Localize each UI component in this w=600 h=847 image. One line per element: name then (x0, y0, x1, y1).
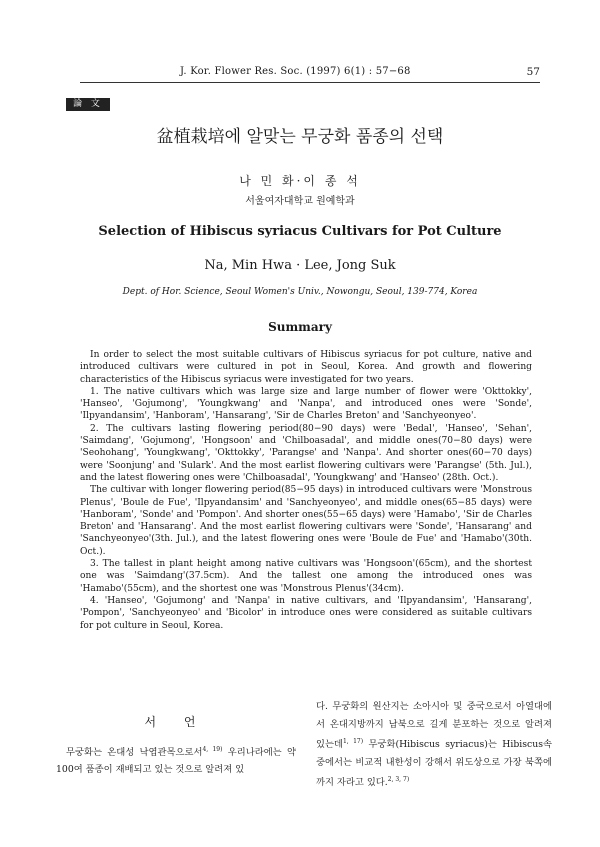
summary-paragraph: 4. 'Hanseo', 'Gojumong' and 'Nanpa' in native cultivars, and 'Ilpyandansim', 'Hansarang', 'Pompon', 'Sanchyeonyeo' and 'Bicolor' in introduce ones were considered as suitable cultivars for pot culture in Seoul, Korea. (80, 595, 532, 631)
summary-heading: Summary (268, 320, 332, 334)
summary-paragraph: In order to select the most suitable cultivars of Hibiscus syriacus for pot culture, native and introduced cultivars were cultured in pot in Seoul, Korea. And growth and flowering characteristics of the Hibiscus syriacus were investigated for two years. (80, 350, 532, 385)
intro-right-text: 다. 무궁화의 원산지는 소아시아 및 중국으로서 아열대에서 온대지방까지 남북으로 길게 분포하는 것으로 알려져 있는데 (316, 701, 552, 751)
page-number: 57 (526, 66, 540, 78)
summary-body (80, 349, 532, 632)
journal-citation: J. Kor. Flower Res. Soc. (1997) 6(1) : 57−68 (180, 66, 411, 77)
summary-paragraph: 3. The tallest in plant height among native cultivars was 'Hongsoon'(65cm), and the shortest one was 'Saimdang'(37.5cm). And the tallest one among the introduced ones was 'Hamabo'(55cm), and the shortest one was 'Monstrous Plenus'(34cm). (80, 559, 532, 594)
english-title: Selection of Hibiscus syriacus Cultivars for Pot Culture (98, 224, 502, 239)
right-column (316, 698, 552, 792)
summary-paragraph: 2. The cultivars lasting flowering period(80−90 days) were 'Bedal', 'Hanseo', 'Sehan', 'Saimdang', 'Gojumong', 'Hongsoon' and 'Chilboasadal', and middle ones(70−80 days) were 'Seohohang', 'Youngkwang', 'Okttokky', 'Parangse' and 'Nanpa'. And shorter ones(60−70 days) were 'Soonjung' and 'Sulark'. And the most earlist flowering cultivars were 'Parangse' (5th. Jul.), and the latest flowering ones were 'Chilboasadal', 'Youngkwang' and 'Hanseo' (28th. Oct.). (80, 423, 532, 483)
korean-authors: 나 민 화·이 종 석 (239, 174, 361, 188)
citation-ref: 1, 17) (342, 738, 364, 745)
citation-ref: 4, 19) (202, 746, 223, 753)
korean-title: 盆植栽培에 알맞는 무궁화 품종의 선택 (156, 127, 444, 147)
intro-right-text-continued: 무궁화(Hibiscus syriacus)는 Hibiscus속 중에서는 비교적 내한성이 강해서 위도상으로 가장 북쪽에까지 자라고 있다. (316, 739, 552, 789)
introduction-heading: 서 언 (144, 715, 208, 729)
summary-paragraph: 1. The native cultivars which was large size and large number of flower were 'Okttokky', 'Hanseo', 'Gojumong', 'Youngkwang' and 'Nanpa', and introduced ones were 'Sonde', 'Ilpyandansim', 'Hanboram', 'Hansarang', 'Sir de Charles Breton' and 'Sanchyeonyeo'. (80, 386, 532, 422)
introduction-text-left (56, 741, 296, 778)
intro-left-text-continued: 우리나라에는 약 100여 품종이 재배되고 있는 것으로 알려져 있 (56, 747, 296, 776)
article-type-label: 論 文 (66, 98, 110, 111)
korean-affiliation: 서울여자대학교 원예학과 (245, 196, 355, 207)
introduction-text-right (316, 698, 552, 792)
intro-left-text: 무궁화는 온대성 낙엽관목으로서 (66, 747, 203, 759)
english-authors: Na, Min Hwa · Lee, Jong Suk (204, 258, 396, 273)
citation-ref: 2, 3, 7) (387, 776, 410, 784)
summary-paragraph: The cultivar with longer flowering period(85−95 days) in introduced cultivars were 'Monstrous Plenus', 'Boule de Fue', 'Ilpyandansim' and 'Sanchyeonyeo', and middle ones(65−85 days) were 'Hanboram', 'Sonde' and 'Pompon'. And shorter ones(55−65 days) were 'Hamabo', 'Sir de Charles Breton' and 'Hansarang'. And the most earlist flowering cultivars were 'Sonde', 'Hansarang' and 'Sanchyeonyeo'(3th. Jul.), and the latest flowering ones were 'Boule de Fue' and 'Hamabo'(30th. Oct.). (80, 485, 532, 557)
running-header (80, 66, 540, 83)
english-affiliation: Dept. of Hor. Science, Seoul Women's Univ., Nowongu, Seoul, 139-774, Korea (122, 287, 478, 297)
